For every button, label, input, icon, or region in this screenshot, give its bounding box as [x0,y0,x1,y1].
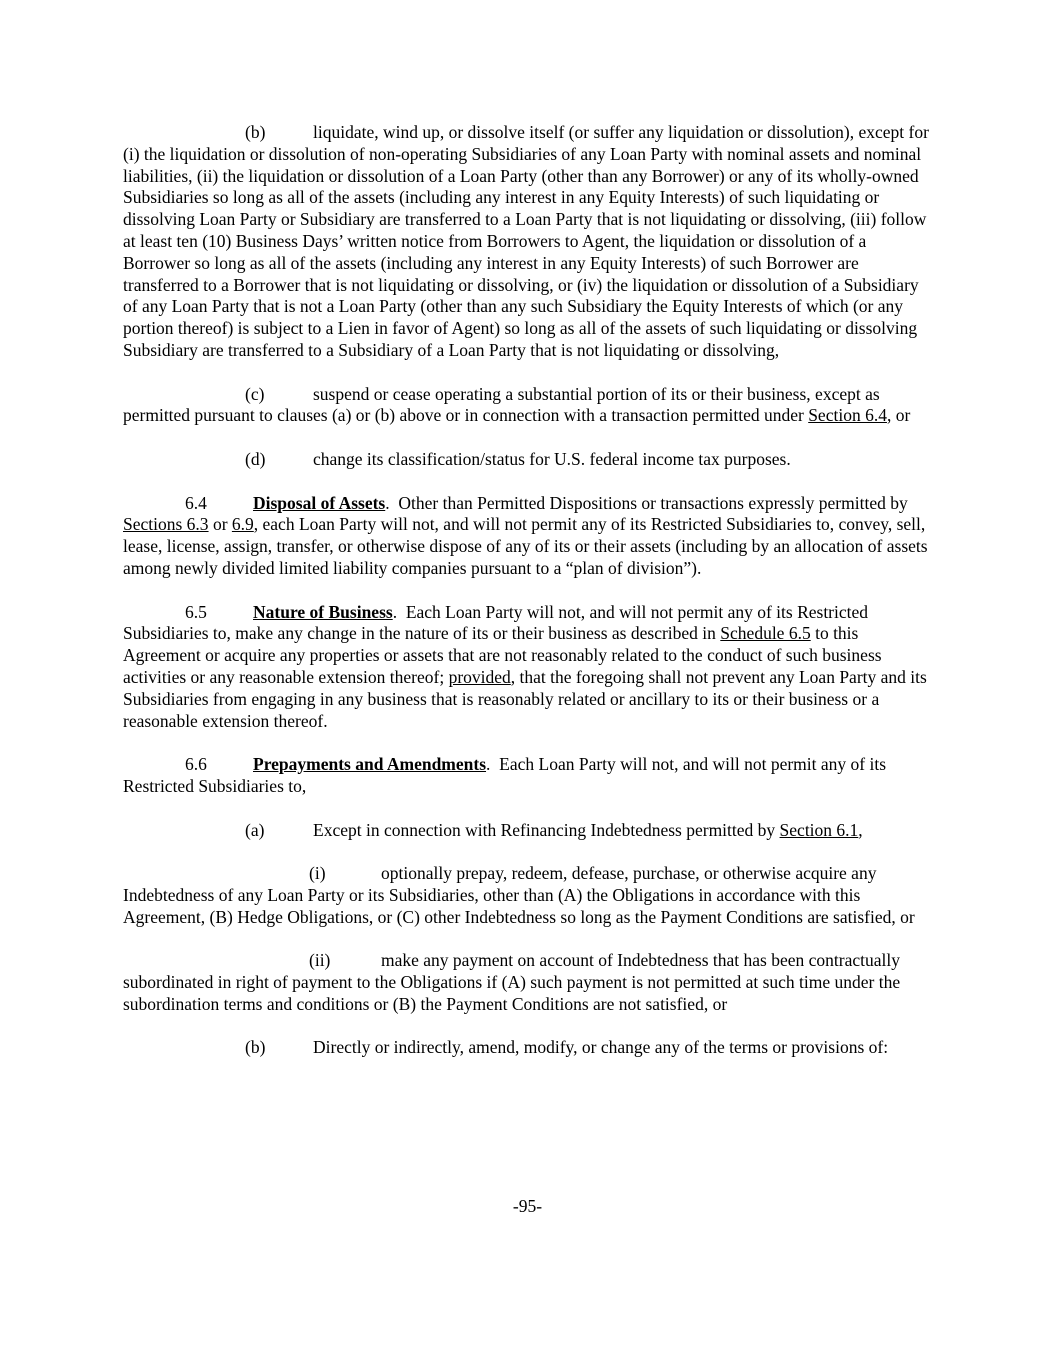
clause-text: change its classification/status for U.S. federal income tax purposes. [313,448,791,469]
section-number: 6.5 [185,601,207,622]
clause-b-amend-modify [123,1037,931,1059]
clause-d-classification [123,449,931,471]
subclause-i-optionally-prepay [123,863,931,928]
clause-text: liquidate, wind up, or dissolve itself (or suffer any liquidation or dissolution), except for (i) the liquidation or dissolution of non-operating Subsidiaries of any Loan Party with nominal assets and nominal liabilities, (ii) the liquidation or dissolution of a Loan Party (other than any Borrower) or any of its wholly-owned Subsidiaries so long as all of the assets (including any interest in any Equity Interests) of such liquidating or dissolving Loan Party or Subsidiary are transferred to a Loan Party that is not liquidating or dissolving, (iii) follow at least ten (10) Business Days’ written notice from Borrowers to Agent, the liquidation or dissolution of a Borrower so long as all of the assets (including any interest in any Equity Interests) of such Borrower are transferred to a Borrower that is not liquidating or dissolving, or (iv) the liquidation or dissolution of a Subsidiary of any Loan Party that is not a Loan Party (other than any such Subsidiary the Equity Interests of which (or any portion thereof) is subject to a Lien in favor of Agent) so long as all of the assets of such liquidating or dissolving Subsidiary are transferred to a Subsidiary of a Loan Party that is not liquidating or dissolving, [123,122,934,360]
clause-c-suspend [123,384,931,428]
section-6-5-nature-of-business [123,602,931,733]
section-6-6-prepayments-and-amendments [123,754,931,798]
section-text: Prepayments and Amendments. Each Loan Party will not, and will not permit any of its Restricted Subsidiaries to, [123,754,891,796]
section-text: Disposal of Assets. Other than Permitted Dispositions or transactions expressly permitted by Sections 6.3 or 6.9, each Loan Party will not, and will not permit any of its Restricted Subsidiaries to, convey, sell, lease, license, assign, transfer, or otherwise dispose of any of its or their assets (including by an allocation of assets among newly divided limited liability companies pursuant to a “plan of division”). [123,492,932,578]
section-number: 6.4 [185,492,207,513]
subclause-ii-subordinated-payment [123,950,931,1015]
clause-text: Directly or indirectly, amend, modify, or change any of the terms or provisions of: [313,1037,889,1058]
section-6-4-disposal-of-assets [123,493,931,580]
clause-a-refinancing [123,820,931,842]
section-text: Nature of Business. Each Loan Party will not, and will not permit any of its Restricted Subsidiaries to, make any change in the nature of its or their business as described in Schedule 6.5 to this Agreement or acquire any properties or assets that are not reasonably related to the conduct of such business activities or any reasonable extension thereof; provided, that the foregoing shall not prevent any Loan Party and its Subsidiaries from engaging in any business that is reasonably related or ancillary to its or their business or a reasonable extension thereof. [123,601,932,731]
clause-b-liquidate [123,122,934,362]
subclause-label: (i) [309,863,326,884]
clause-label: (c) [245,383,265,404]
subclause-text: optionally prepay, redeem, defease, purchase, or otherwise acquire any Indebtedness of any Loan Party or its Subsidiaries, other than (A) the Obligations in accordance with this Agreement, (B) Hedge Obligations, or (C) other Indebtedness so long as the Payment Conditions are satisfied, or [123,863,915,927]
page-number: -95- [512,1196,543,1216]
clause-text: Except in connection with Refinancing Indebtedness permitted by Section 6.1, [313,819,863,840]
subclause-label: (ii) [309,950,331,971]
clause-label: (d) [245,448,266,469]
clause-text: suspend or cease operating a substantial portion of its or their business, except as permitted pursuant to clauses (a) or (b) above or in connection with a transaction permitted under Section 6.4, or [123,383,911,426]
clause-label: (b) [245,122,266,142]
section-number: 6.6 [185,754,207,775]
clause-label: (a) [245,819,265,840]
clause-label: (b) [245,1037,266,1058]
subclause-text: make any payment on account of Indebtedness that has been contractually subordinated in right of payment to the Obligations if (A) such payment is not permitted at such time under the subordination terms and conditions or (B) the Payment Conditions are not satisfied, or [123,950,905,1014]
